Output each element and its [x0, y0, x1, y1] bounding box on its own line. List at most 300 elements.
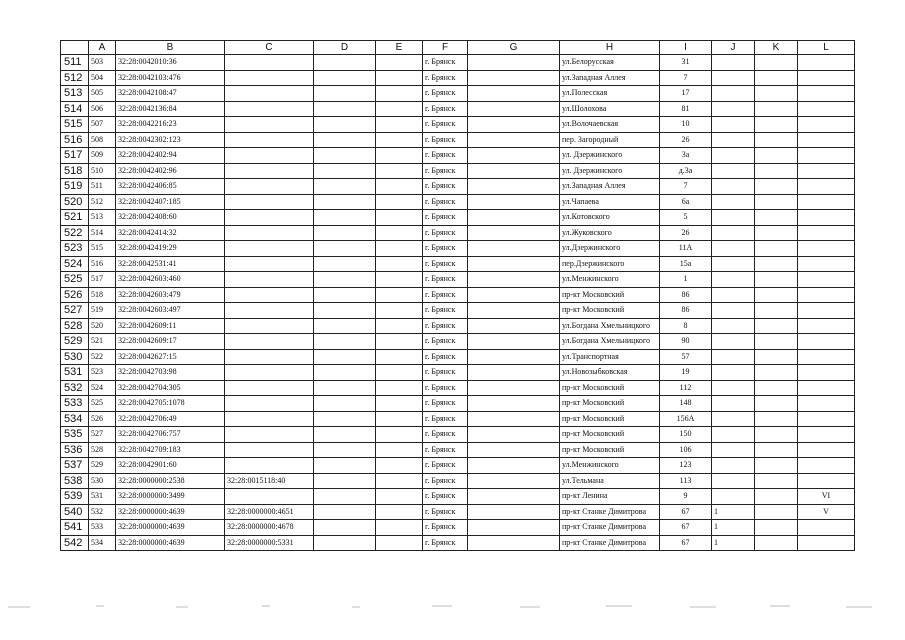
cell-e — [376, 86, 423, 102]
cell-h: ул. Дзержинского — [560, 163, 660, 179]
cell-c — [225, 303, 314, 319]
cell-l — [798, 272, 855, 288]
cell-j: 1 — [712, 520, 755, 536]
cell-g — [468, 70, 560, 86]
cell-c — [225, 365, 314, 381]
cell-e — [376, 194, 423, 210]
cell-h: пер. Загородный — [560, 132, 660, 148]
cell-j — [712, 163, 755, 179]
cell-c — [225, 349, 314, 365]
column-header-d: D — [314, 41, 376, 55]
cell-b: 32:28:0042103:476 — [116, 70, 225, 86]
table-row — [61, 70, 855, 86]
table-row — [61, 458, 855, 474]
cell-f: г. Брянск — [423, 396, 468, 412]
cell-f: г. Брянск — [423, 458, 468, 474]
table-row — [61, 210, 855, 226]
cell-l — [798, 380, 855, 396]
cell-k — [755, 411, 798, 427]
cell-a: 524 — [89, 380, 116, 396]
cell-g — [468, 287, 560, 303]
cell-d — [314, 86, 376, 102]
cell-k — [755, 163, 798, 179]
cell-j — [712, 287, 755, 303]
cell-d — [314, 380, 376, 396]
cell-f: г. Брянск — [423, 132, 468, 148]
cell-f: г. Брянск — [423, 148, 468, 164]
cell-e — [376, 163, 423, 179]
cell-d — [314, 148, 376, 164]
cell-e — [376, 287, 423, 303]
cell-c — [225, 70, 314, 86]
cell-l — [798, 427, 855, 443]
row-number: 534 — [61, 411, 89, 427]
cell-e — [376, 334, 423, 350]
cell-j — [712, 349, 755, 365]
cell-e — [376, 272, 423, 288]
cell-e — [376, 380, 423, 396]
cell-i: 11А — [660, 241, 712, 257]
table-row — [61, 272, 855, 288]
cell-b: 32:28:0042609:17 — [116, 334, 225, 350]
cell-f: г. Брянск — [423, 272, 468, 288]
cell-c — [225, 194, 314, 210]
table-row — [61, 396, 855, 412]
table-row — [61, 334, 855, 350]
cell-b: 32:28:0042108:47 — [116, 86, 225, 102]
cell-d — [314, 241, 376, 257]
cell-h: ул.Полесская — [560, 86, 660, 102]
cell-l — [798, 334, 855, 350]
cell-k — [755, 101, 798, 117]
cell-c: 32:28:0000000:5331 — [225, 535, 314, 551]
cell-e — [376, 225, 423, 241]
table-row — [61, 132, 855, 148]
cell-h: пр-кт Станке Димитрова — [560, 520, 660, 536]
cell-l — [798, 535, 855, 551]
cell-b: 32:28:0042609:11 — [116, 318, 225, 334]
cell-a: 506 — [89, 101, 116, 117]
cell-e — [376, 535, 423, 551]
table-row — [61, 194, 855, 210]
cell-g — [468, 194, 560, 210]
cell-l — [798, 520, 855, 536]
column-header-f: F — [423, 41, 468, 55]
cell-f: г. Брянск — [423, 442, 468, 458]
cell-j — [712, 411, 755, 427]
cell-g — [468, 334, 560, 350]
row-number: 518 — [61, 163, 89, 179]
cell-j: 1 — [712, 535, 755, 551]
cell-l — [798, 458, 855, 474]
cell-c — [225, 334, 314, 350]
cell-g — [468, 272, 560, 288]
cell-c: 32:28:0000000:4678 — [225, 520, 314, 536]
cell-j — [712, 179, 755, 195]
cell-h: ул.Богдана Хмельницкого — [560, 334, 660, 350]
cell-l: V — [798, 504, 855, 520]
cell-d — [314, 287, 376, 303]
cell-f: г. Брянск — [423, 411, 468, 427]
cell-e — [376, 55, 423, 71]
cell-i: 6а — [660, 194, 712, 210]
cell-h: пер.Дзержинского — [560, 256, 660, 272]
cell-b: 32:28:0042408:60 — [116, 210, 225, 226]
cell-l — [798, 287, 855, 303]
cell-b: 32:28:0042603:460 — [116, 272, 225, 288]
table-row — [61, 427, 855, 443]
cell-a: 520 — [89, 318, 116, 334]
cell-k — [755, 241, 798, 257]
table-row — [61, 55, 855, 71]
cell-h: ул.Дзержинского — [560, 241, 660, 257]
cell-h: пр-кт Московский — [560, 396, 660, 412]
cell-f: г. Брянск — [423, 489, 468, 505]
cell-e — [376, 396, 423, 412]
cell-g — [468, 458, 560, 474]
cell-j — [712, 272, 755, 288]
table-row — [61, 504, 855, 520]
cell-f: г. Брянск — [423, 86, 468, 102]
cell-l — [798, 241, 855, 257]
cell-a: 534 — [89, 535, 116, 551]
cell-h: пр-кт Московский — [560, 442, 660, 458]
cell-b: 32:28:0042705:1078 — [116, 396, 225, 412]
cell-k — [755, 318, 798, 334]
column-header-j: J — [712, 41, 755, 55]
cell-c — [225, 427, 314, 443]
table-row — [61, 256, 855, 272]
cell-h: ул.Менжинского — [560, 458, 660, 474]
cell-l — [798, 318, 855, 334]
cell-i: 3а — [660, 148, 712, 164]
cell-a: 529 — [89, 458, 116, 474]
cell-b: 32:28:0042402:96 — [116, 163, 225, 179]
cell-e — [376, 303, 423, 319]
cell-f: г. Брянск — [423, 365, 468, 381]
cell-d — [314, 194, 376, 210]
spreadsheet-table — [60, 40, 855, 551]
row-number: 528 — [61, 318, 89, 334]
cell-d — [314, 489, 376, 505]
cell-g — [468, 117, 560, 133]
cell-e — [376, 210, 423, 226]
row-number: 524 — [61, 256, 89, 272]
cell-k — [755, 520, 798, 536]
cell-i: 15а — [660, 256, 712, 272]
table-row — [61, 163, 855, 179]
cell-j: 1 — [712, 504, 755, 520]
cell-i: 17 — [660, 86, 712, 102]
cell-j — [712, 241, 755, 257]
cell-k — [755, 210, 798, 226]
cell-h: пр-кт Московский — [560, 303, 660, 319]
cell-d — [314, 365, 376, 381]
cell-c: 32:28:0015118:40 — [225, 473, 314, 489]
table-row — [61, 148, 855, 164]
cell-k — [755, 70, 798, 86]
cell-d — [314, 256, 376, 272]
cell-l — [798, 179, 855, 195]
cell-c — [225, 256, 314, 272]
cell-b: 32:28:0042703:98 — [116, 365, 225, 381]
cell-a: 526 — [89, 411, 116, 427]
cell-a: 533 — [89, 520, 116, 536]
cell-d — [314, 225, 376, 241]
row-number: 541 — [61, 520, 89, 536]
cell-j — [712, 365, 755, 381]
cell-k — [755, 380, 798, 396]
cell-h: ул.Тельмана — [560, 473, 660, 489]
table-row — [61, 380, 855, 396]
cell-f: г. Брянск — [423, 287, 468, 303]
cell-h: ул.Западная Аллея — [560, 70, 660, 86]
cell-c — [225, 86, 314, 102]
table-row — [61, 365, 855, 381]
cell-g — [468, 411, 560, 427]
cell-i: 19 — [660, 365, 712, 381]
cell-f: г. Брянск — [423, 380, 468, 396]
cell-k — [755, 179, 798, 195]
cell-g — [468, 318, 560, 334]
cell-h: ул. Дзержинского — [560, 148, 660, 164]
cell-f: г. Брянск — [423, 194, 468, 210]
cell-d — [314, 473, 376, 489]
table-row — [61, 489, 855, 505]
cell-a: 527 — [89, 427, 116, 443]
table-row — [61, 179, 855, 195]
table-row — [61, 520, 855, 536]
cell-a: 523 — [89, 365, 116, 381]
cell-d — [314, 504, 376, 520]
row-number: 515 — [61, 117, 89, 133]
cell-b: 32:28:0042407:185 — [116, 194, 225, 210]
cell-f: г. Брянск — [423, 473, 468, 489]
cell-k — [755, 349, 798, 365]
cell-g — [468, 442, 560, 458]
table-row — [61, 473, 855, 489]
cell-i: 148 — [660, 396, 712, 412]
table-row — [61, 349, 855, 365]
cell-b: 32:28:0042136:84 — [116, 101, 225, 117]
cell-l — [798, 349, 855, 365]
cell-l — [798, 411, 855, 427]
cell-i: 5 — [660, 210, 712, 226]
cell-a: 530 — [89, 473, 116, 489]
cell-g — [468, 86, 560, 102]
cell-i: 156А — [660, 411, 712, 427]
cell-l — [798, 132, 855, 148]
cell-f: г. Брянск — [423, 504, 468, 520]
table-row — [61, 303, 855, 319]
cell-i: 67 — [660, 520, 712, 536]
cell-k — [755, 148, 798, 164]
table-row — [61, 411, 855, 427]
cell-b: 32:28:0000000:4639 — [116, 520, 225, 536]
cell-l — [798, 256, 855, 272]
cell-g — [468, 241, 560, 257]
column-header-e: E — [376, 41, 423, 55]
cell-i: 1 — [660, 272, 712, 288]
cell-f: г. Брянск — [423, 427, 468, 443]
cell-e — [376, 473, 423, 489]
cell-f: г. Брянск — [423, 256, 468, 272]
column-header-k: K — [755, 41, 798, 55]
cell-j — [712, 256, 755, 272]
cell-g — [468, 473, 560, 489]
column-header-row — [61, 41, 855, 55]
cell-i: д.3а — [660, 163, 712, 179]
cell-l — [798, 86, 855, 102]
cell-d — [314, 210, 376, 226]
cell-c — [225, 163, 314, 179]
cell-j — [712, 427, 755, 443]
cell-f: г. Брянск — [423, 117, 468, 133]
row-number: 538 — [61, 473, 89, 489]
cell-j — [712, 132, 755, 148]
cell-f: г. Брянск — [423, 163, 468, 179]
cell-i: 67 — [660, 535, 712, 551]
cell-d — [314, 535, 376, 551]
cell-h: ул.Котовского — [560, 210, 660, 226]
cell-g — [468, 489, 560, 505]
cell-g — [468, 55, 560, 71]
column-header-b: B — [116, 41, 225, 55]
cell-i: 150 — [660, 427, 712, 443]
cell-j — [712, 101, 755, 117]
cell-g — [468, 535, 560, 551]
cell-f: г. Брянск — [423, 303, 468, 319]
cell-g — [468, 380, 560, 396]
cell-c — [225, 241, 314, 257]
cell-k — [755, 287, 798, 303]
cell-k — [755, 303, 798, 319]
row-number: 536 — [61, 442, 89, 458]
cell-k — [755, 272, 798, 288]
cell-l — [798, 210, 855, 226]
cell-c — [225, 396, 314, 412]
cell-c — [225, 442, 314, 458]
cell-b: 32:28:0042706:757 — [116, 427, 225, 443]
row-number: 535 — [61, 427, 89, 443]
table-row — [61, 101, 855, 117]
cell-l — [798, 55, 855, 71]
row-number: 520 — [61, 194, 89, 210]
row-number: 523 — [61, 241, 89, 257]
cell-i: 113 — [660, 473, 712, 489]
cell-d — [314, 55, 376, 71]
cell-e — [376, 427, 423, 443]
cell-b: 32:28:0042402:94 — [116, 148, 225, 164]
cell-h: пр-кт Московский — [560, 411, 660, 427]
cell-d — [314, 163, 376, 179]
cell-c — [225, 458, 314, 474]
cell-b: 32:28:0042901:60 — [116, 458, 225, 474]
cell-a: 519 — [89, 303, 116, 319]
cell-j — [712, 194, 755, 210]
cell-i: 106 — [660, 442, 712, 458]
cell-i: 67 — [660, 504, 712, 520]
row-number: 525 — [61, 272, 89, 288]
cell-l — [798, 225, 855, 241]
cell-c — [225, 179, 314, 195]
cell-l — [798, 442, 855, 458]
row-number: 522 — [61, 225, 89, 241]
cell-f: г. Брянск — [423, 225, 468, 241]
cell-h: ул.Чапаева — [560, 194, 660, 210]
cell-g — [468, 132, 560, 148]
cell-b: 32:28:0042414:32 — [116, 225, 225, 241]
cell-d — [314, 318, 376, 334]
cell-d — [314, 442, 376, 458]
cell-d — [314, 272, 376, 288]
cell-g — [468, 163, 560, 179]
cell-d — [314, 396, 376, 412]
cell-h: пр-кт Московский — [560, 427, 660, 443]
row-number: 529 — [61, 334, 89, 350]
cell-h: ул.Богдана Хмельницкого — [560, 318, 660, 334]
cell-l — [798, 117, 855, 133]
cell-j — [712, 86, 755, 102]
cell-c — [225, 101, 314, 117]
cell-i: 86 — [660, 303, 712, 319]
cell-l — [798, 396, 855, 412]
cell-e — [376, 256, 423, 272]
cell-e — [376, 365, 423, 381]
cell-d — [314, 520, 376, 536]
cell-b: 32:28:0042216:23 — [116, 117, 225, 133]
cell-a: 532 — [89, 504, 116, 520]
row-number: 514 — [61, 101, 89, 117]
cell-b: 32:28:0042706:49 — [116, 411, 225, 427]
cell-g — [468, 303, 560, 319]
cell-a: 514 — [89, 225, 116, 241]
cell-i: 9 — [660, 489, 712, 505]
cell-d — [314, 303, 376, 319]
cell-h: ул.Белорусская — [560, 55, 660, 71]
cell-d — [314, 458, 376, 474]
cell-f: г. Брянск — [423, 55, 468, 71]
row-number: 532 — [61, 380, 89, 396]
cell-a: 515 — [89, 241, 116, 257]
table-row — [61, 535, 855, 551]
cell-j — [712, 334, 755, 350]
cell-k — [755, 194, 798, 210]
cell-l: VI — [798, 489, 855, 505]
row-number: 526 — [61, 287, 89, 303]
cell-l — [798, 163, 855, 179]
cell-h: пр-кт Станке Димитрова — [560, 504, 660, 520]
cell-i: 7 — [660, 70, 712, 86]
row-number: 516 — [61, 132, 89, 148]
cell-g — [468, 349, 560, 365]
row-number: 540 — [61, 504, 89, 520]
cell-e — [376, 442, 423, 458]
cell-c — [225, 225, 314, 241]
cell-a: 528 — [89, 442, 116, 458]
column-header-h: H — [560, 41, 660, 55]
cell-b: 32:28:0042709:183 — [116, 442, 225, 458]
cell-a: 522 — [89, 349, 116, 365]
row-number: 531 — [61, 365, 89, 381]
cell-f: г. Брянск — [423, 179, 468, 195]
cell-c — [225, 132, 314, 148]
cell-k — [755, 334, 798, 350]
cell-j — [712, 70, 755, 86]
cell-e — [376, 458, 423, 474]
cell-j — [712, 225, 755, 241]
cell-i: 26 — [660, 225, 712, 241]
